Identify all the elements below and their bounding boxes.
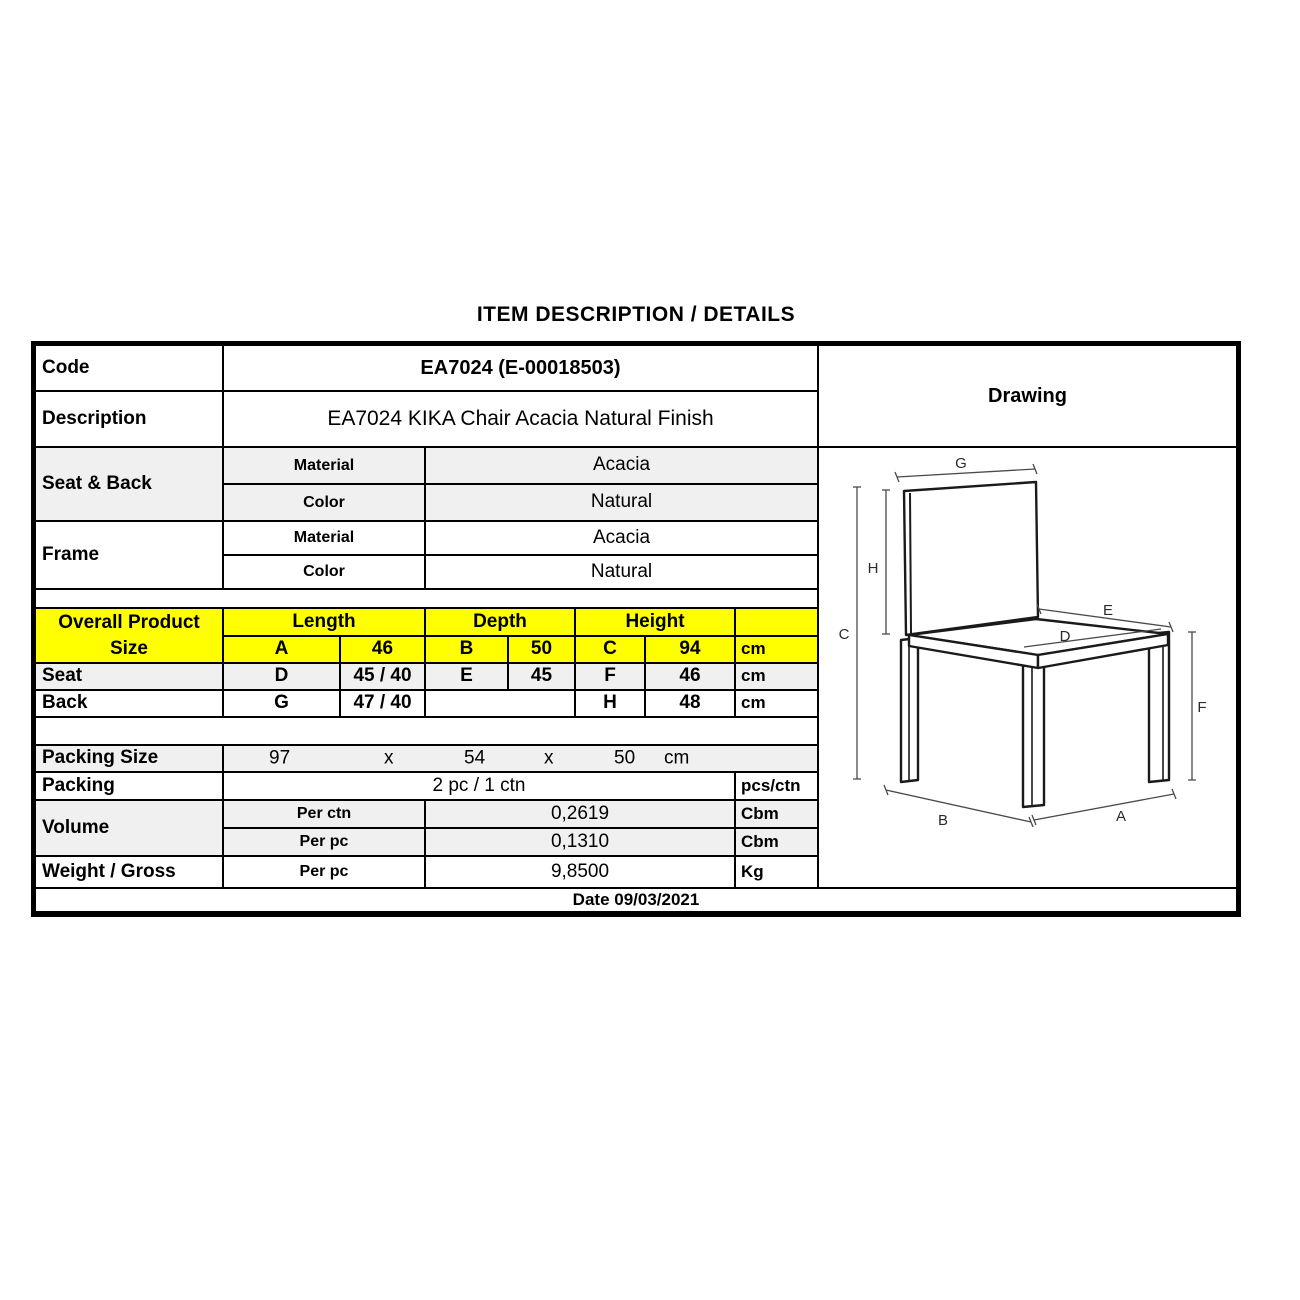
dim-label-h: H xyxy=(867,559,879,577)
volume-per-pc-unit: Cbm xyxy=(735,828,818,856)
seat-d-key: D xyxy=(223,663,340,690)
packing-size-height: 50 xyxy=(614,747,636,769)
back-unit: cm xyxy=(735,690,818,717)
date-row: Date 09/03/2021 xyxy=(35,888,1237,913)
seat-back-material-label: Material xyxy=(223,447,425,484)
frame-material-value: Acacia xyxy=(425,521,818,555)
packing-value: 2 pc / 1 ctn xyxy=(223,772,735,800)
volume-per-pc-value: 0,1310 xyxy=(425,828,735,856)
overall-b-value: 50 xyxy=(508,636,575,663)
seat-back-color-label: Color xyxy=(223,484,425,521)
code-value: EA7024 (E-00018503) xyxy=(223,345,818,391)
frame-color-label: Color xyxy=(223,555,425,589)
page-title: ITEM DESCRIPTION / DETAILS xyxy=(476,303,796,326)
seat-unit: cm xyxy=(735,663,818,690)
frame-material-label: Material xyxy=(223,521,425,555)
packing-size-depth: 54 xyxy=(464,747,486,769)
overall-c-value: 94 xyxy=(645,636,735,663)
dim-label-f: F xyxy=(1197,698,1207,716)
overall-c-key: C xyxy=(575,636,645,663)
length-header: Length xyxy=(223,608,425,636)
weight-label: Weight / Gross xyxy=(35,856,223,888)
volume-per-ctn-value: 0,2619 xyxy=(425,800,735,828)
packing-size-label: Packing Size xyxy=(35,745,223,772)
dim-label-e: E xyxy=(1102,601,1114,619)
dim-label-b: B xyxy=(937,811,949,829)
seat-back-label: Seat & Back xyxy=(35,447,223,521)
volume-label: Volume xyxy=(35,800,223,856)
overall-unit: cm xyxy=(735,636,818,663)
seat-e-value: 45 xyxy=(508,663,575,690)
volume-per-ctn-unit: Cbm xyxy=(735,800,818,828)
back-g-key: G xyxy=(223,690,340,717)
seat-e-key: E xyxy=(425,663,508,690)
dim-label-d: D xyxy=(1059,627,1071,645)
overall-size-line2: Size xyxy=(109,637,149,659)
depth-header: Depth xyxy=(425,608,575,636)
packing-size-unit: cm xyxy=(664,747,690,769)
description-value: EA7024 KIKA Chair Acacia Natural Finish xyxy=(223,391,818,447)
packing-size-length: 97 xyxy=(269,747,291,769)
back-h-key: H xyxy=(575,690,645,717)
packing-size-x1: x xyxy=(384,747,394,769)
back-h-value: 48 xyxy=(645,690,735,717)
packing-size-x2: x xyxy=(544,747,554,769)
dim-label-a: A xyxy=(1115,807,1127,825)
back-g-value: 47 / 40 xyxy=(340,690,425,717)
frame-color-value: Natural xyxy=(425,555,818,589)
overall-a-value: 46 xyxy=(340,636,425,663)
packing-label: Packing xyxy=(35,772,223,800)
seat-f-value: 46 xyxy=(645,663,735,690)
table-outer-border xyxy=(31,341,1241,917)
drawing-header: Drawing xyxy=(818,345,1237,447)
dim-label-g: G xyxy=(955,454,967,472)
seat-d-value: 45 / 40 xyxy=(340,663,425,690)
volume-per-pc-label: Per pc xyxy=(223,828,425,856)
seat-back-color-value: Natural xyxy=(425,484,818,521)
weight-per-pc-label: Per pc xyxy=(223,856,425,888)
packing-unit: pcs/ctn xyxy=(735,772,818,800)
code-label: Code xyxy=(35,345,223,391)
frame-label: Frame xyxy=(35,521,223,589)
overall-b-key: B xyxy=(425,636,508,663)
back-row-label: Back xyxy=(35,690,223,717)
overall-size-line1: Overall Product xyxy=(58,611,200,633)
height-header: Height xyxy=(575,608,735,636)
weight-unit: Kg xyxy=(735,856,818,888)
seat-row-label: Seat xyxy=(35,663,223,690)
description-label: Description xyxy=(35,391,223,447)
dim-label-c: C xyxy=(838,625,850,643)
seat-back-material-value: Acacia xyxy=(425,447,818,484)
overall-a-key: A xyxy=(223,636,340,663)
seat-f-key: F xyxy=(575,663,645,690)
volume-per-ctn-label: Per ctn xyxy=(223,800,425,828)
weight-value: 9,8500 xyxy=(425,856,735,888)
